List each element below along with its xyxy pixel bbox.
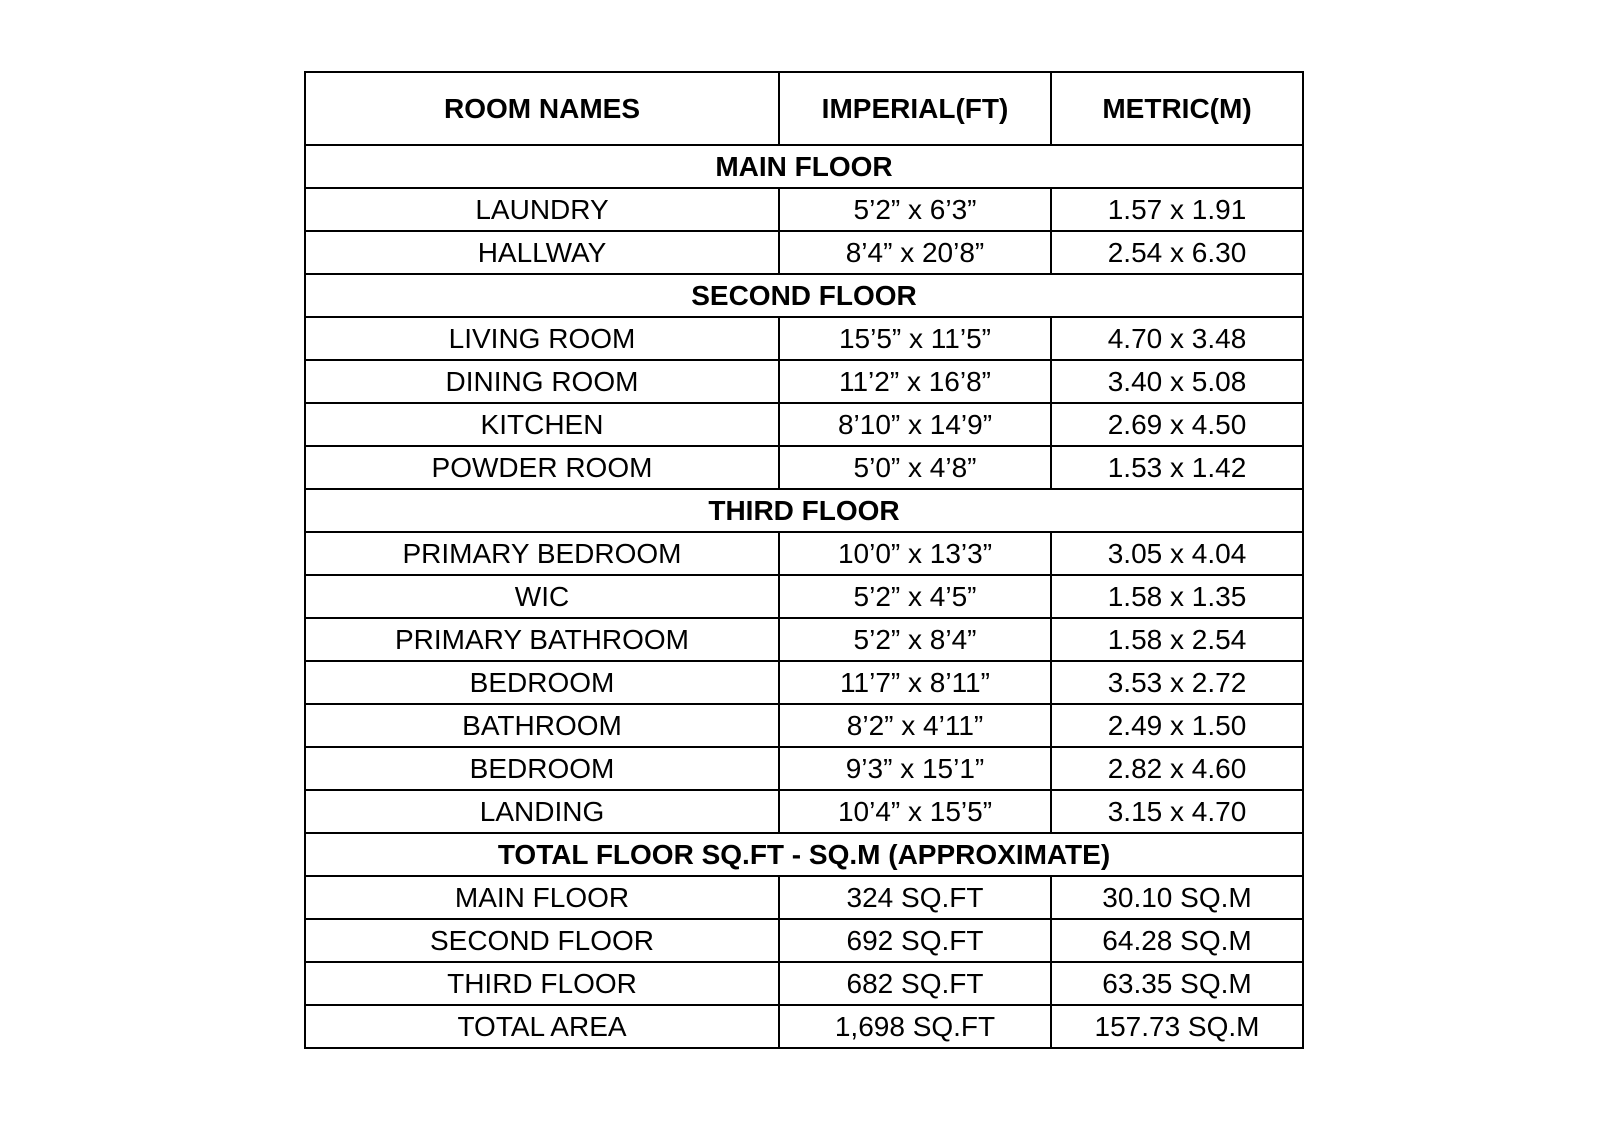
metric-value: 4.70 x 3.48 (1051, 317, 1303, 360)
imperial-area: 682 SQ.FT (779, 962, 1051, 1005)
table-row (305, 575, 1303, 618)
metric-value: 1.58 x 1.35 (1051, 575, 1303, 618)
imperial-value: 5’2” x 8’4” (779, 618, 1051, 661)
room-name: PRIMARY BEDROOM (305, 532, 779, 575)
imperial-value: 11’7” x 8’11” (779, 661, 1051, 704)
imperial-value: 10’0” x 13’3” (779, 532, 1051, 575)
room-name: HALLWAY (305, 231, 779, 274)
room-name: WIC (305, 575, 779, 618)
table-row (305, 188, 1303, 231)
room-name: DINING ROOM (305, 360, 779, 403)
section-title: TOTAL FLOOR SQ.FT - SQ.M (APPROXIMATE) (305, 833, 1303, 876)
imperial-value: 11’2” x 16’8” (779, 360, 1051, 403)
metric-header: METRIC(M) (1051, 72, 1303, 145)
imperial-value: 5’2” x 4’5” (779, 575, 1051, 618)
metric-value: 3.15 x 4.70 (1051, 790, 1303, 833)
section-title: MAIN FLOOR (305, 145, 1303, 188)
imperial-area: 1,698 SQ.FT (779, 1005, 1051, 1048)
section-title: SECOND FLOOR (305, 274, 1303, 317)
room-name: LIVING ROOM (305, 317, 779, 360)
section-title: THIRD FLOOR (305, 489, 1303, 532)
metric-area: 63.35 SQ.M (1051, 962, 1303, 1005)
room-name: LAUNDRY (305, 188, 779, 231)
floor-name: THIRD FLOOR (305, 962, 779, 1005)
imperial-value: 5’2” x 6’3” (779, 188, 1051, 231)
metric-area: 157.73 SQ.M (1051, 1005, 1303, 1048)
room-name: POWDER ROOM (305, 446, 779, 489)
table-row (305, 360, 1303, 403)
metric-value: 3.05 x 4.04 (1051, 532, 1303, 575)
imperial-value: 15’5” x 11’5” (779, 317, 1051, 360)
section-row-totals (305, 833, 1303, 876)
table-row (305, 317, 1303, 360)
table-row (305, 403, 1303, 446)
room-name: BEDROOM (305, 747, 779, 790)
table-row (305, 532, 1303, 575)
table-row (305, 747, 1303, 790)
room-names-header: ROOM NAMES (305, 72, 779, 145)
imperial-value: 10’4” x 15’5” (779, 790, 1051, 833)
room-name: KITCHEN (305, 403, 779, 446)
metric-value: 1.53 x 1.42 (1051, 446, 1303, 489)
metric-value: 1.58 x 2.54 (1051, 618, 1303, 661)
room-name: BEDROOM (305, 661, 779, 704)
metric-area: 64.28 SQ.M (1051, 919, 1303, 962)
table-row (305, 919, 1303, 962)
section-row-third-floor (305, 489, 1303, 532)
table-row (305, 790, 1303, 833)
imperial-header: IMPERIAL(FT) (779, 72, 1051, 145)
floor-name: TOTAL AREA (305, 1005, 779, 1048)
table-row (305, 962, 1303, 1005)
metric-value: 2.54 x 6.30 (1051, 231, 1303, 274)
metric-area: 30.10 SQ.M (1051, 876, 1303, 919)
metric-value: 2.69 x 4.50 (1051, 403, 1303, 446)
room-name: PRIMARY BATHROOM (305, 618, 779, 661)
room-name: BATHROOM (305, 704, 779, 747)
room-dimensions-table (304, 71, 1304, 1049)
table-header-row (305, 72, 1303, 145)
metric-value: 3.40 x 5.08 (1051, 360, 1303, 403)
section-row-second-floor (305, 274, 1303, 317)
table-row (305, 446, 1303, 489)
imperial-area: 324 SQ.FT (779, 876, 1051, 919)
table-row (305, 661, 1303, 704)
room-name: LANDING (305, 790, 779, 833)
imperial-value: 8’2” x 4’11” (779, 704, 1051, 747)
metric-value: 1.57 x 1.91 (1051, 188, 1303, 231)
imperial-area: 692 SQ.FT (779, 919, 1051, 962)
floor-name: SECOND FLOOR (305, 919, 779, 962)
metric-value: 2.82 x 4.60 (1051, 747, 1303, 790)
metric-value: 2.49 x 1.50 (1051, 704, 1303, 747)
section-row-main-floor (305, 145, 1303, 188)
table-row (305, 704, 1303, 747)
imperial-value: 9’3” x 15’1” (779, 747, 1051, 790)
floor-name: MAIN FLOOR (305, 876, 779, 919)
imperial-value: 8’10” x 14’9” (779, 403, 1051, 446)
table-row (305, 1005, 1303, 1048)
table-row (305, 876, 1303, 919)
metric-value: 3.53 x 2.72 (1051, 661, 1303, 704)
imperial-value: 5’0” x 4’8” (779, 446, 1051, 489)
table-row (305, 231, 1303, 274)
imperial-value: 8’4” x 20’8” (779, 231, 1051, 274)
table-row (305, 618, 1303, 661)
